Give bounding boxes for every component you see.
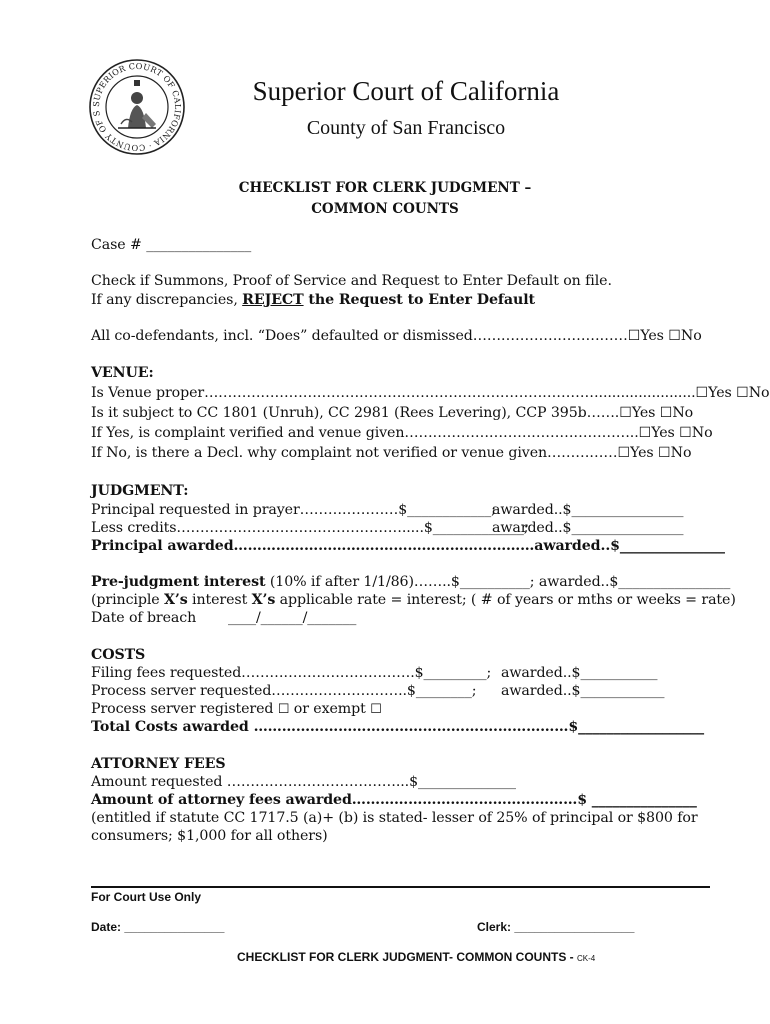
registered-checkbox[interactable]: ☐: [277, 702, 290, 717]
formula-part: (principle: [91, 592, 164, 608]
court-title: Superior Court of California: [252, 76, 560, 106]
prejudgment-interest-line[interactable]: [91, 573, 730, 592]
footer-date-field[interactable]: Date: _______________: [91, 920, 225, 934]
venue-heading: VENUE:: [91, 365, 154, 381]
date-of-breach-field[interactable]: ____/______/_______: [228, 610, 357, 626]
formula-part: applicable rate = interest; ( # of years or mths or weeks = rate): [275, 592, 736, 608]
instruction-prefix: If any discrepancies,: [91, 292, 243, 308]
costs-heading: COSTS: [91, 647, 146, 663]
less-credits-field[interactable]: Less credits………………………………………….....$_____________;: [91, 520, 529, 536]
amount-requested-field[interactable]: Amount requested ………………………………...$______________: [91, 774, 516, 790]
venue-statute-check[interactable]: Is it subject to CC 1801 (Unruh), CC 2981 (Rees Levering), CCP 395b…….☐Yes ☐No: [91, 405, 694, 421]
filing-fees-awarded-field[interactable]: awarded..$___________: [501, 665, 658, 681]
seal-text: SUPERIOR COURT OF CALIFORNIA · COUNTY OF S: [90, 60, 184, 154]
footer-title-text: CHECKLIST FOR CLERK JUDGMENT- COMMON COUNTS -: [237, 950, 577, 964]
form-code: CK-4: [577, 954, 596, 963]
formula-x: X’s: [251, 592, 276, 608]
footer-divider: [91, 886, 710, 888]
codefendants-check[interactable]: All co-defendants, incl. “Does” defaulted or dismissed……………………………☐Yes ☐No: [91, 328, 702, 344]
instruction-line1: Check if Summons, Proof of Service and Request to Enter Default on file.: [91, 273, 612, 289]
principal-requested-field[interactable]: Principal requested in prayer…………………$____________;: [91, 502, 496, 518]
interest-formula-line: [91, 591, 736, 610]
judgment-heading: JUDGMENT:: [91, 483, 189, 499]
form-title-line1: CHECKLIST FOR CLERK JUDGMENT –: [238, 180, 532, 196]
prejudgment-label: Pre-judgment interest: [91, 574, 266, 590]
venue-verified-check[interactable]: If Yes, is complaint verified and venue given…………………………………………..☐Yes ☐No: [91, 425, 713, 441]
court-seal: [88, 58, 186, 156]
process-server-registered-line: [91, 700, 382, 719]
exempt-checkbox[interactable]: ☐: [370, 702, 382, 717]
court-use-label: For Court Use Only: [91, 890, 202, 904]
case-number-field[interactable]: Case # _______________: [91, 237, 252, 253]
footer-clerk-field[interactable]: Clerk: __________________: [477, 920, 635, 934]
footer-form-title: [237, 950, 595, 964]
exempt-label: or exempt: [289, 701, 371, 717]
process-server-awarded-field[interactable]: awarded..$____________: [501, 683, 665, 699]
county-name: County of San Francisco: [306, 117, 506, 139]
attorney-note-line1: (entitled if statute CC 1717.5 (a)+ (b) is stated- lesser of 25% of principal or $800 for: [91, 810, 698, 826]
prejudgment-fields: (10% if after 1/1/86)……..$__________; awarded..$________________: [265, 574, 731, 590]
registered-label: Process server registered: [91, 701, 278, 717]
attorney-fees-awarded-field[interactable]: Amount of attorney fees awarded…………………………………………$ _______________: [91, 792, 697, 808]
instruction-suffix: the Request to Enter Default: [303, 292, 535, 308]
total-costs-field[interactable]: Total Costs awarded …………………………………………….……………$__________________: [91, 719, 704, 735]
venue-proper-check[interactable]: Is Venue proper…………………………………………………………………………......................☐Yes ☐No: [91, 385, 770, 401]
date-of-breach-label: Date of breach: [91, 610, 197, 626]
form-title-line2: COMMON COUNTS: [311, 201, 459, 217]
principal-awarded-total[interactable]: Principal awarded………………………….……………………………awarded..$_______________: [91, 538, 725, 554]
venue-decl-check[interactable]: If No, is there a Decl. why complaint not verified or venue given……………☐Yes ☐No: [91, 445, 692, 461]
formula-part: interest: [187, 592, 252, 608]
reject-word: REJECT: [242, 292, 304, 308]
process-server-field[interactable]: Process server requested………………………..$________;: [91, 683, 477, 699]
formula-x: X’s: [163, 592, 188, 608]
attorney-note-line2: consumers; $1,000 for all others): [91, 828, 328, 844]
principal-awarded-field[interactable]: awarded..$________________: [492, 502, 684, 518]
filing-fees-field[interactable]: Filing fees requested……………………………….$_________;: [91, 665, 492, 681]
attorney-fees-heading: ATTORNEY FEES: [91, 756, 226, 772]
instruction-line2: [91, 291, 535, 310]
credits-awarded-field[interactable]: awarded..$________________: [492, 520, 684, 536]
